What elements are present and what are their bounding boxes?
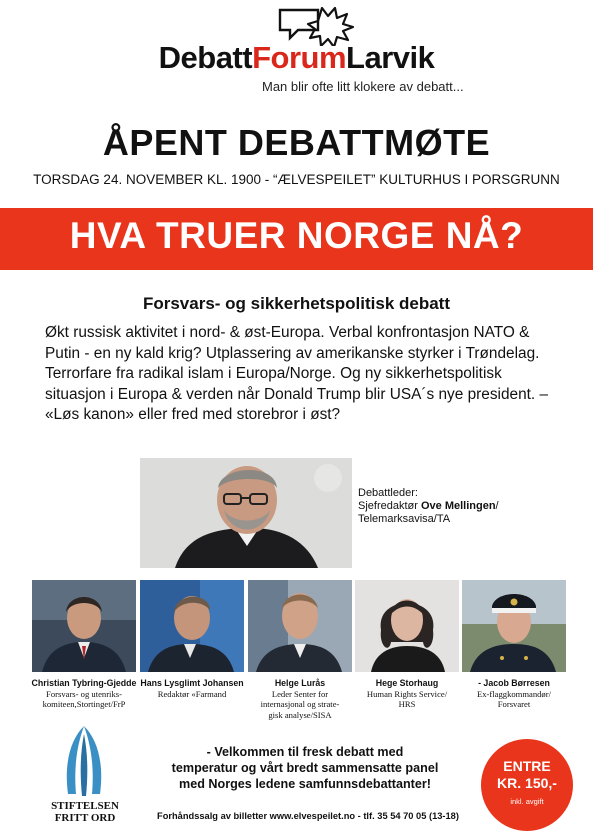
panelist-name: Hege Storhaug [375,678,439,688]
logo-tagline: Man blir ofte litt klokere av debatt... [262,79,464,94]
logo-wordmark [0,40,593,76]
logo-debatt: Debatt [158,40,253,75]
welcome-line: - Velkommen til fresk debatt med [206,745,404,759]
panelist-caption [240,678,360,720]
panelist-role-line: gisk analyse/SISA [268,709,332,720]
quill-pen-icon [44,724,124,800]
panelist-role-line: HRS [398,699,416,709]
moderator-photo [140,458,352,568]
moderator-slash: / [495,500,499,512]
entry-label: ENTRE [503,758,551,774]
foundation-line1: STIFTELSEN [51,800,119,812]
welcome-line: med Norges ledene samfunnsdebattanter! [179,777,431,791]
panelist-role-line: Leder Senter for [271,688,329,699]
panelist-role-line: Forsvaret [497,699,531,709]
presale-info: Forhåndssalg av billetter www.elvespeilet.no - tlf. 35 54 70 05 (13-18) [157,811,459,821]
panelist-caption [454,678,574,710]
moderator-name: Ove Mellingen [420,500,496,512]
entry-price-badge [481,739,573,831]
panelist-name: Hans Lysglimt Johansen [140,678,244,688]
panelist-role-line: Redaktør «Farmand [157,688,227,699]
panelist-caption [132,678,252,699]
foundation-line2: FRITT ORD [54,811,116,824]
moderator-org: Telemarksavisa/TA [358,513,451,525]
panelist-photo-tybring-gjedde [32,580,136,672]
panelist-role-line: Human Rights Service/ [366,688,448,699]
panelist-role-line: Forsvars- og utenriks- [46,688,122,699]
panelist-name: Helge Lurås [274,678,326,688]
event-date-line: TORSDAG 24. NOVEMBER KL. 1900 - “ÆLVESPEILET” KULTURHUS I PORSGRUNN [33,172,560,187]
debate-subtitle: Forsvars- og sikkerhetspolitisk debatt [142,294,451,313]
moderator-title-line [358,500,499,513]
banner-question: HVA TRUER NORGE NÅ? [69,215,524,256]
panelist-photo-lysglimt-johansen [140,580,244,672]
welcome-line: temperatur og vårt bredt sammensatte panel [171,761,439,775]
entry-note: inkl. avgift [510,797,544,806]
entry-price: KR. 150,- [497,775,557,791]
logo-forum: Forum [252,40,347,75]
panelist-photo-luras [248,580,352,672]
panelist-photo-storhaug [355,580,459,672]
panelist-photo-borresen [462,580,566,672]
intro-paragraph: Økt russisk aktivitet i nord- & øst-Europa. Verbal konfrontasjon NATO & Putin - en ny kald krig? Utplassering av amerikanske styrker i Trøndelag. Terrorfare fra radikal islam i Europa/Norge. Og ny sikkerhetspolitisk situasjon i Europa & verden når Donald Trump blir USA´s nye president. – «Løs kanon» eller fred med storebror i øst? [45,324,549,423]
moderator-title: Sjefredaktør [358,500,421,512]
moderator-label: Debattleder: [358,487,418,499]
panelist-role-line: internasjonal og strate- [260,699,340,709]
panelist-role-line: komiteen,Stortinget/FrP [42,699,126,709]
panelist-name: Christian Tybring-Gjedde [31,678,137,688]
logo-larvik: Larvik [346,40,435,75]
panelist-name: - Jacob Børresen [478,678,550,688]
page-title: ÅPENT DEBATTMØTE [102,122,491,163]
welcome-text [140,744,470,792]
panelist-role-line: Ex-flaggkommandør/ [477,688,551,699]
panelist-caption [24,678,144,710]
moderator-credit [358,487,499,526]
panelist-caption [347,678,467,710]
